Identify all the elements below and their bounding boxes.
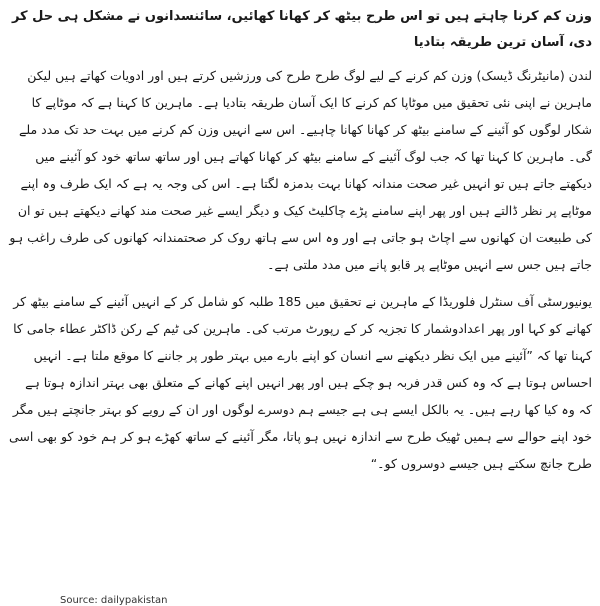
article-paragraph-2: یونیورسٹی آف سنٹرل فلوریڈا کے ماہرین نے تحقیق میں 185 طلبہ کو شامل کر کے انہیں آئینے کے سامنے بیٹھ کر کھانے کو کہا اور پھر اعدادوشمار کا تجزیہ کر کے رپورٹ مرتب کی۔ ماہرین کی ٹیم کے رکن ڈاکٹر عطاء جامی کا کہنا تھا کہ ”آئینے میں ایک نظر دیکھنے سے انسان کو اپنے بارے میں بہتر طور پر جاننے کا موقع ملتا ہے۔ انہیں احساس ہوتا ہے کہ وہ کس قدر فربہ ہو چکے ہیں اور پھر انہیں اپنے کھانے کے متعلق بھی بہتر اندازہ ہوتا ہے کہ وہ کیا کھا رہے ہیں۔ یہ بالکل ایسے ہی ہے جیسے ہم دوسرے لوگوں اور ان کے رویے کو بہتر جانچتے ہیں مگر خود اپنے حوالے سے ہمیں ٹھیک طرح سے اندازہ نہیں ہو پاتا، مگر آئینے کے ساتھ کھڑے ہو کر ہم خود کو بھی اسی طرح جانچ سکتے ہیں جیسے دوسروں کو۔“	[9, 294, 592, 471]
article-paragraph-1: لندن (مانیٹرنگ ڈیسک) وزن کم کرنے کے لیے لوگ طرح طرح کی ورزشیں کرتے ہیں اور ادویات کھاتے ہیں لیکن ماہرین نے اپنی نئی تحقیق میں موٹاپا کم کرنے کا ایک آسان طریقہ بتادیا ہے۔ ماہرین کا کہنا ہے کہ موٹاپے کا شکار لوگوں کو آئینے کے سامنے بیٹھ کر کھانا کھانا چاہیے۔ اس سے انہیں وزن کم کرنے میں بہت حد تک مدد ملے گی۔ ماہرین کا کہنا تھا کہ جب لوگ آئینے کے سامنے بیٹھ کر کھانا کھاتے ہیں اور ساتھ ساتھ خود کو آئینے میں دیکھتے جاتے ہیں تو انہیں غیر صحت مندانہ کھانا بہت بدمزہ لگتا ہے۔ اس کی وجہ یہ ہے کہ ایک طرف وہ اپنے موٹاپے پر نظر ڈالتے ہیں اور پھر اپنے سامنے پڑے چاکلیٹ کیک و دیگر ایسے غیر صحت مند کھانے دیکھتے ہیں تو ان کی طبیعت ان کھانوں سے اچاٹ ہو جاتی ہے اور وہ اس سے ہاتھ روک کر صحتمندانہ کھانوں کی طرف راغب ہو جاتے ہیں جس سے انہیں موٹاپے پر قابو پانے میں مدد ملتی ہے۔	[9, 68, 592, 272]
article-headline: وزن کم کرنا چاہتے ہیں تو اس طرح بیٹھ کر کھانا کھائیں، سائنسدانوں نے مشکل ہی حل کر دی، آسان ترین طریقہ بتادیا	[11, 9, 592, 50]
source-credit: Source: dailypakistan	[60, 595, 168, 606]
